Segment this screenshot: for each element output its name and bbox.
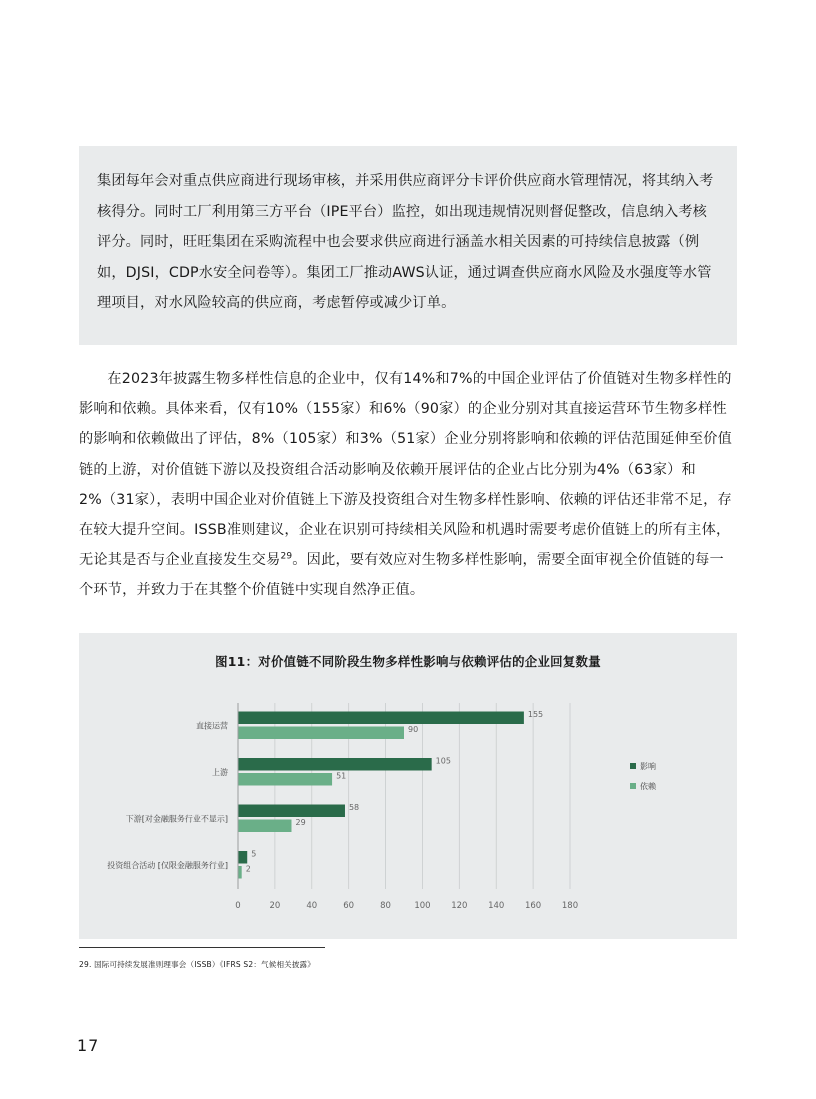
x-tick-label: 120 <box>451 901 468 911</box>
callout-box <box>79 146 737 345</box>
category-label: 上游 <box>212 767 228 777</box>
data-label: 5 <box>251 849 257 859</box>
bar-dependency <box>238 773 332 786</box>
x-tick-label: 20 <box>269 901 281 911</box>
page-number: 17 <box>77 1036 100 1055</box>
category-label: 投资组合活动 [仅限金融服务行业] <box>107 860 228 870</box>
x-tick-label: 180 <box>561 901 579 911</box>
footnote-reference: 29 <box>280 551 293 562</box>
x-tick-label: 140 <box>488 901 505 911</box>
category-label: 直接运营 <box>196 721 228 731</box>
bar-impact <box>238 712 524 725</box>
data-label: 58 <box>348 802 360 812</box>
chart-panel <box>79 633 737 939</box>
legend-swatch <box>630 763 636 769</box>
x-tick-label: 60 <box>343 901 355 911</box>
data-label: 29 <box>295 817 306 827</box>
bar-impact <box>238 758 432 771</box>
body-text-main: 在2023年披露生物多样性信息的企业中，仅有14%和7%的中国企业评估了价值链对生物多样性的影响和依赖。具体来看，仅有10%（155家）和6%（90家）的企业分别对其直接运营环节生物多样性的影响和依赖做出了评估，8%（105家）和3%（51家）企业分别将影响和依赖的评估范围延伸至价值链的上游，对价值链下游以及投资组合活动影响及依赖开展评估的企业占比分别为4%（63家）和2%（31家），表明中国企业对价值链上下游及投资组合对生物多样性影响、依赖的评估还非常不足，存在较大提升空间。ISSB准则建议，企业在识别可持续相关风险和机遇时需要考虑价值链上的所有主体，无论其是否与企业直接发生交易 <box>79 371 733 569</box>
footnote-divider <box>79 947 325 948</box>
category-label: 下游[对金融服务行业不显示] <box>125 814 228 824</box>
bar-dependency <box>238 820 291 833</box>
bar-chart <box>79 633 737 939</box>
x-tick-label: 80 <box>380 901 391 911</box>
data-label: 105 <box>435 756 451 766</box>
legend-label: 依赖 <box>640 782 656 791</box>
bar-impact <box>238 851 247 864</box>
bar-dependency <box>238 727 404 740</box>
body-paragraph <box>79 364 737 606</box>
data-label: 2 <box>245 864 251 874</box>
x-tick-label: 0 <box>235 901 241 911</box>
data-label: 51 <box>336 771 347 781</box>
footnote: 29. 国际可持续发展准则理事会（ISSB）《IFRS S2：气候相关披露》 <box>79 960 315 969</box>
bar-dependency <box>238 866 242 879</box>
x-tick-label: 40 <box>306 901 318 911</box>
chart-title: 图11：对价值链不同阶段生物多样性影响与依赖评估的企业回复数量 <box>215 654 601 669</box>
legend-label: 影响 <box>640 762 656 771</box>
legend-swatch <box>630 783 636 789</box>
bar-impact <box>238 805 345 818</box>
x-tick-label: 100 <box>414 901 431 911</box>
data-label: 90 <box>408 724 419 734</box>
data-label: 155 <box>527 709 544 719</box>
x-tick-label: 160 <box>524 901 542 911</box>
body-text-end: 。因此，要有效应对生物多样性影响，需要全面审视全价值链的每一个环节，并致力于在其整个价值链中实现自然净正值。 <box>79 552 724 599</box>
callout-text: 集团每年会对重点供应商进行现场审核，并采用供应商评分卡评价供应商水管理情况，将其纳入考核得分。同时工厂利用第三方平台（IPE平台）监控，如出现违规情况则督促整改，信息纳入考核评分。同时，旺旺集团在采购流程中也会要求供应商进行涵盖水相关因素的可持续信息披露（例如，DJSI，CDP水安全问卷等）。集团工厂推动AWS认证，通过调查供应商水风险及水强度等水管理项目，对水风险较高的供应商，考虑暂停或减少订单。 <box>97 173 714 311</box>
